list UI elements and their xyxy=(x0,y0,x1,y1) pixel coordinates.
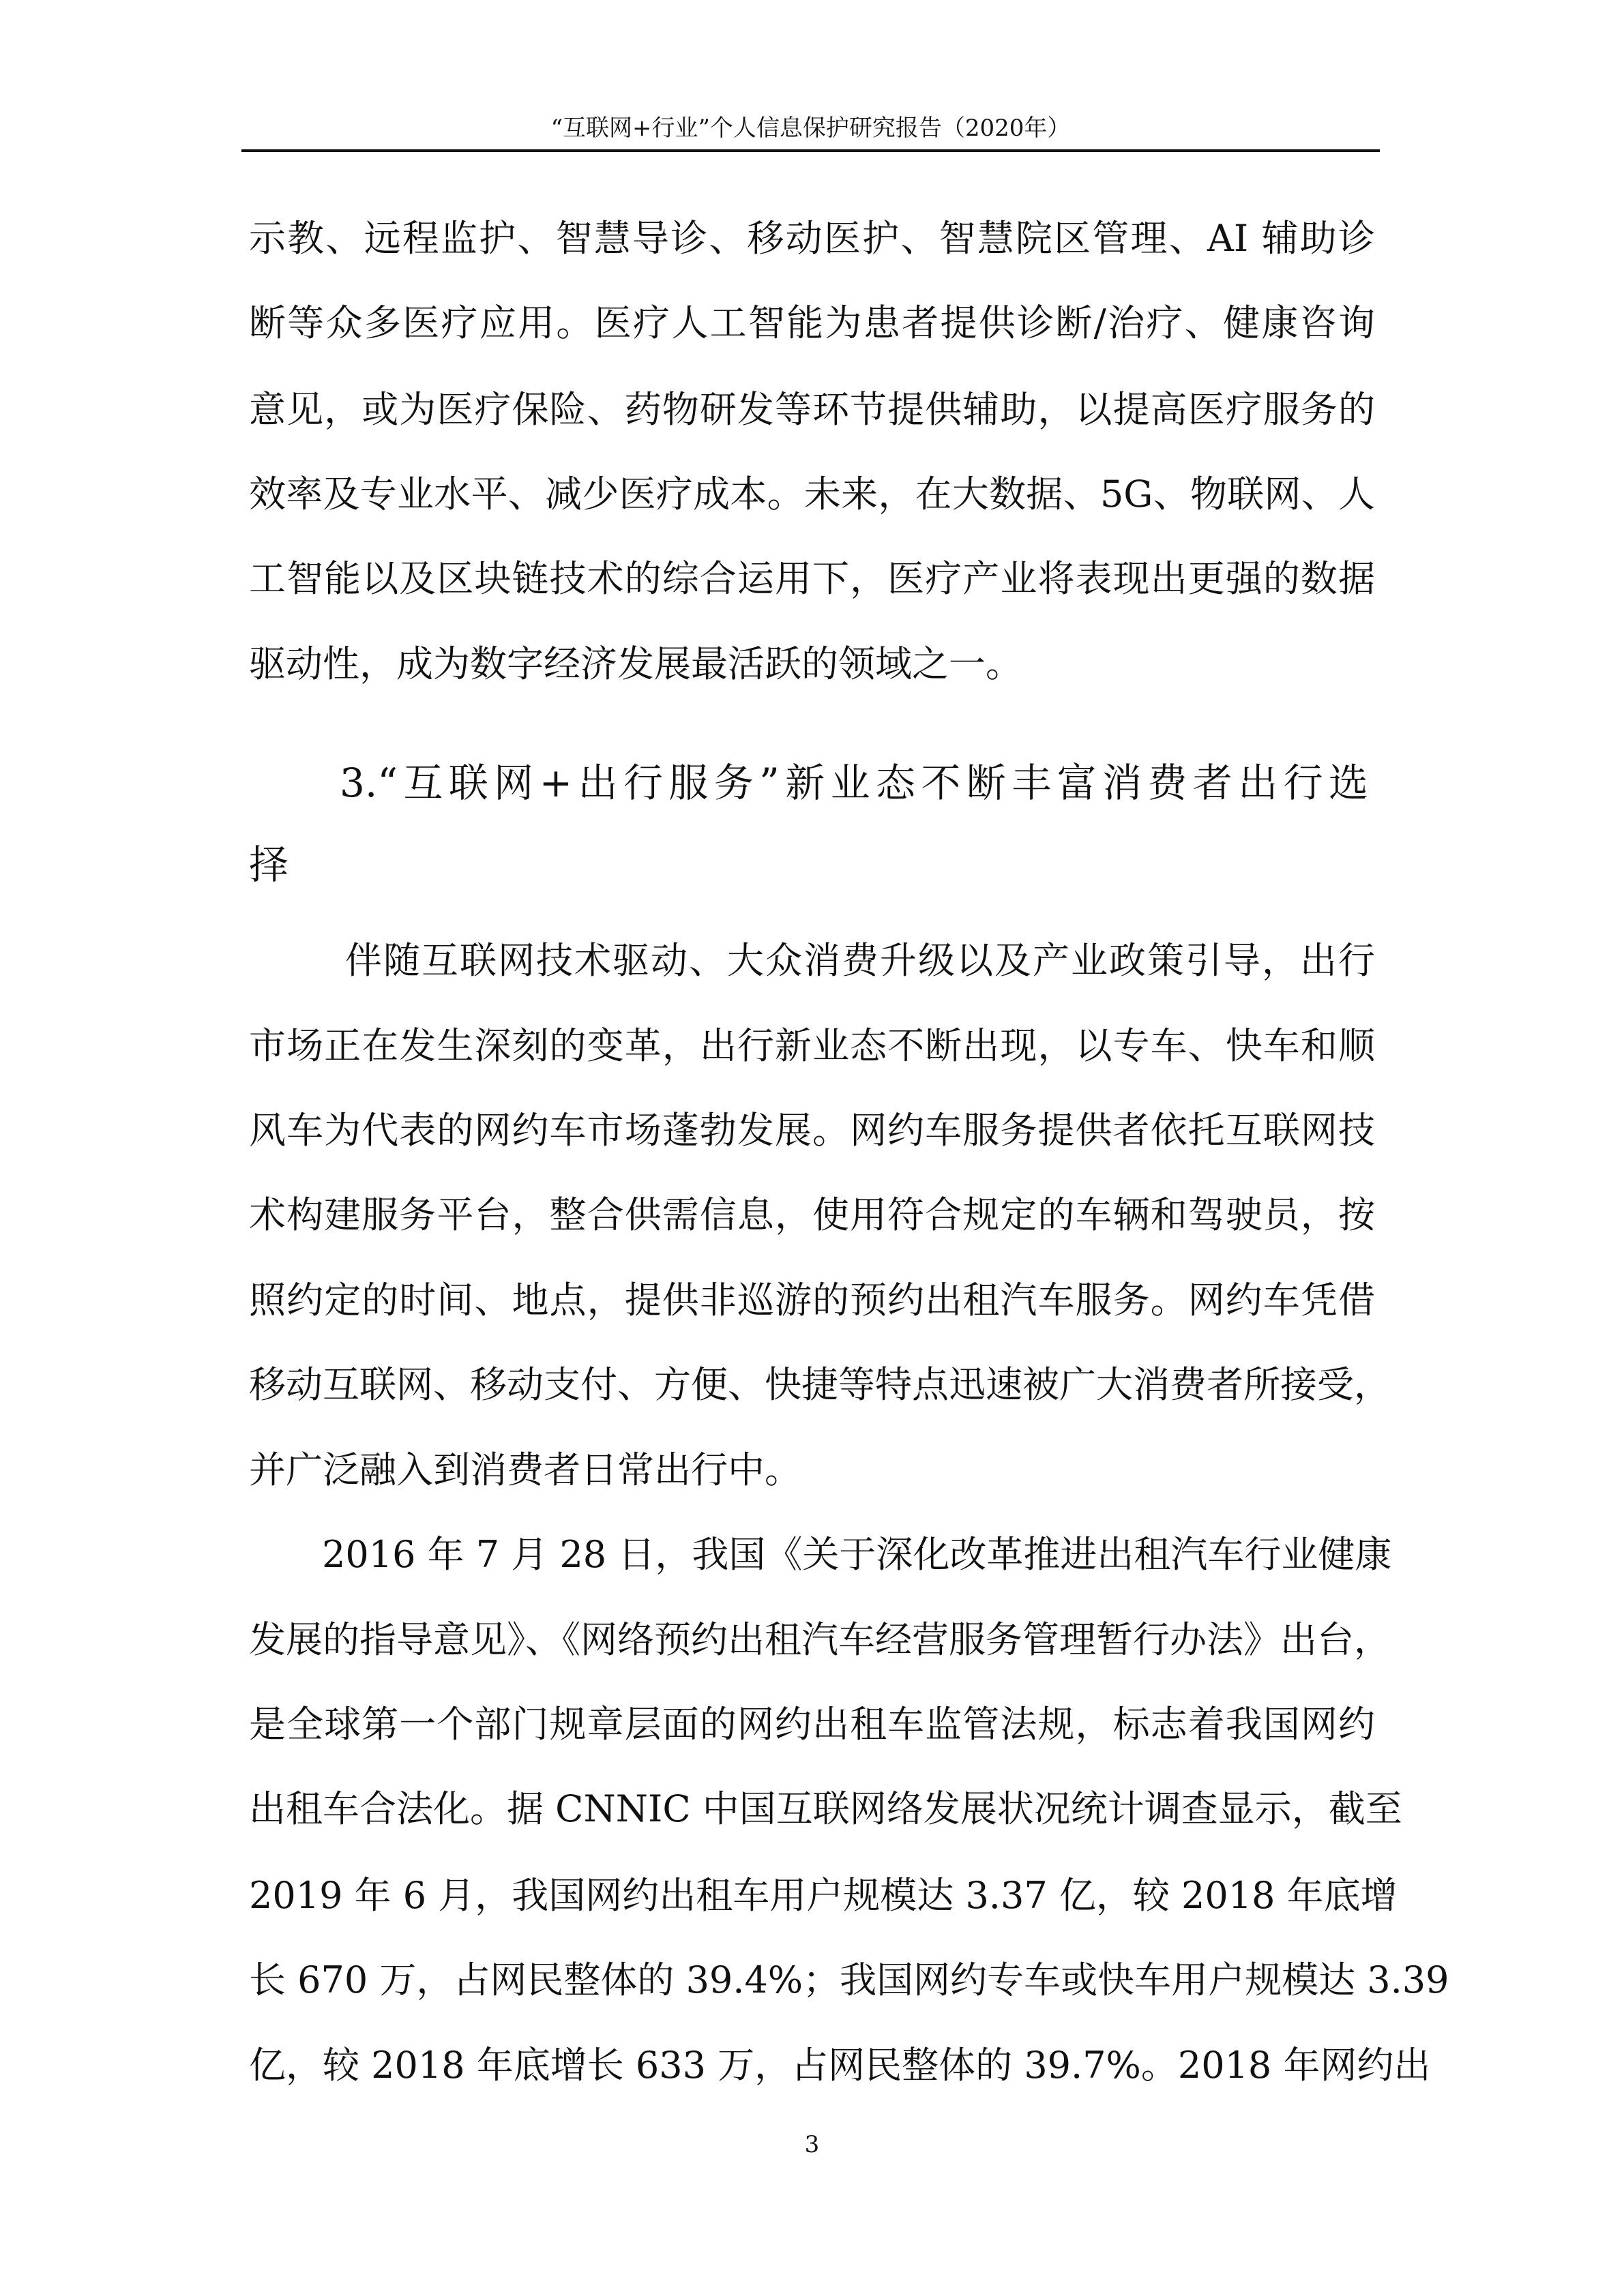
text-line: 工智能以及区块链技术的综合运用下，医疗产业将表现出更强的数据 xyxy=(249,557,1375,600)
text-line: 照约定的时间、地点，提供非巡游的预约出租汽车服务。网约车凭借 xyxy=(249,1279,1375,1322)
page-number: 3 xyxy=(804,2131,820,2158)
text-line: 长 670 万，占网民整体的 39.4%；我国网约专车或快车用户规模达 3.39 xyxy=(249,1958,1449,2001)
text-line: 是全球第一个部门规章层面的网约出租车监管法规，标志着我国网约 xyxy=(249,1703,1375,1746)
text-line: 出租车合法化。据 CNNIC 中国互联网络发展状况统计调查显示，截至 xyxy=(249,1787,1402,1830)
text-line: 发展的指导意见》、《网络预约出租汽车经营服务管理暂行办法》出台， xyxy=(249,1618,1391,1661)
text-line: 移动互联网、移动支付、方便、快捷等特点迅速被广大消费者所接受， xyxy=(249,1363,1391,1406)
text-line: 2016 年 7 月 28 日，我国《关于深化改革推进出租汽车行业健康 xyxy=(322,1533,1392,1576)
running-header: “互联网+行业”个人信息保护研究报告（2020年） xyxy=(550,115,1071,142)
heading-line: 3.“互联网+出行服务”新业态不断丰富消费者出行选 xyxy=(340,760,1368,806)
text-line: 2019 年 6 月，我国网约出租车用户规模达 3.37 亿，较 2018 年底增 xyxy=(249,1874,1398,1917)
text-line: 市场正在发生深刻的变革，出行新业态不断出现，以专车、快车和顺 xyxy=(249,1024,1375,1067)
text-line: 效率及专业水平、减少医疗成本。未来，在大数据、5G、物联网、人 xyxy=(249,473,1375,516)
text-line: 并广泛融入到消费者日常出行中。 xyxy=(249,1448,801,1491)
text-line: 风车为代表的网约车市场蓬勃发展。网约车服务提供者依托互联网技 xyxy=(249,1109,1375,1152)
heading-line: 择 xyxy=(249,841,289,888)
text-line: 术构建服务平台，整合供需信息，使用符合规定的车辆和驾驶员，按 xyxy=(249,1193,1375,1236)
text-line: 断等众多医疗应用。医疗人工智能为患者提供诊断/治疗、健康咨询 xyxy=(249,301,1375,344)
text-line: 示教、远程监护、智慧导诊、移动医护、智慧院区管理、AI 辅助诊 xyxy=(249,217,1375,260)
text-line: 驱动性，成为数字经济发展最活跃的领域之一。 xyxy=(249,642,1022,685)
header-rule xyxy=(241,149,1380,152)
text-line: 伴随互联网技术驱动、大众消费升级以及产业政策引导，出行 xyxy=(345,939,1375,982)
text-line: 亿，较 2018 年底增长 633 万，占网民整体的 39.7%。2018 年网约出 xyxy=(249,2044,1431,2087)
text-line: 意见，或为医疗保险、药物研发等环节提供辅助，以提高医疗服务的 xyxy=(249,388,1375,431)
